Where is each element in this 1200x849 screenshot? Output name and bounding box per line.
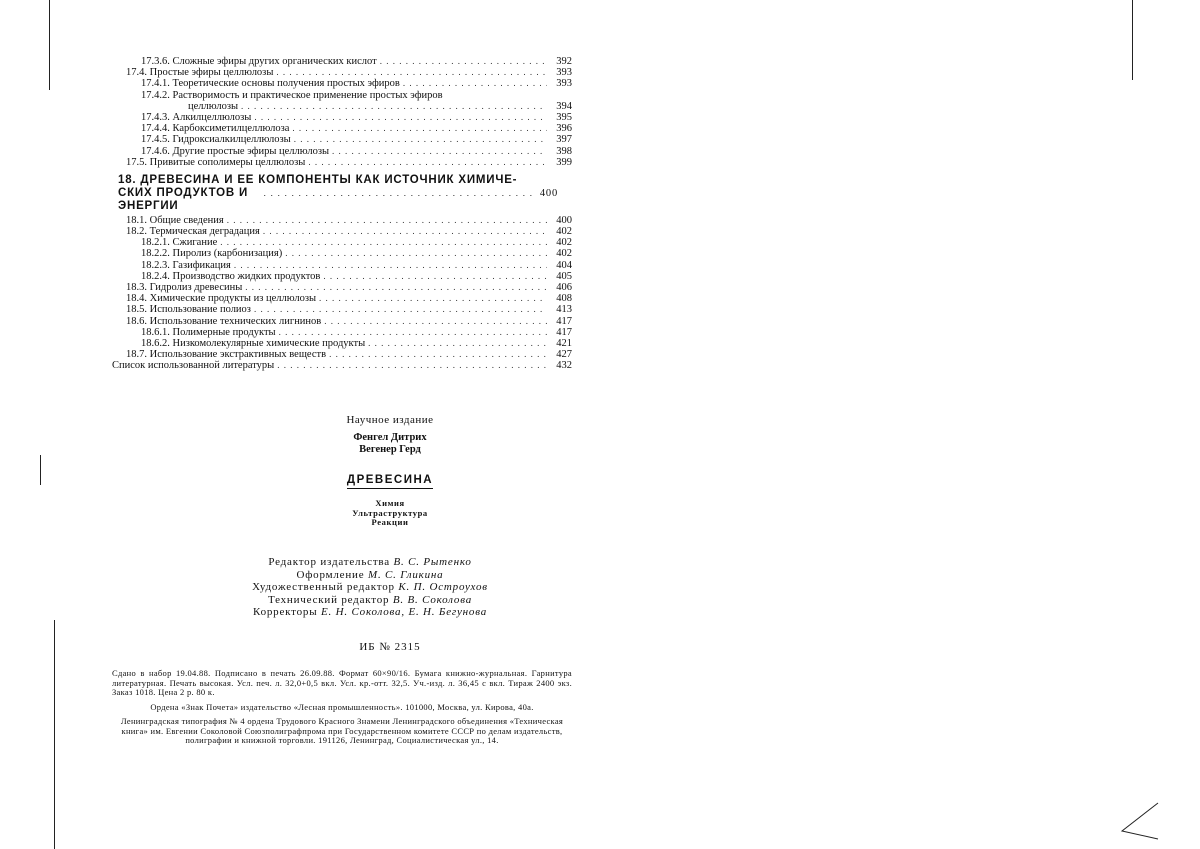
toc-entry: [112, 304, 572, 315]
toc-page-number: 402: [556, 237, 572, 249]
toc-entry-label: 17.4.6. Другие простые эфиры целлюлозы: [141, 145, 330, 157]
left-edge-shadow: [54, 620, 55, 849]
editorial-credits: [160, 556, 580, 619]
credit-line: [160, 556, 580, 569]
toc-entry-label: 18.4. Химические продукты из целлюлозы: [126, 293, 317, 305]
toc-entry-label: 18.5. Использование полиоз: [126, 304, 251, 316]
toc-entry-label: 17.3.6. Сложные эфиры других органических кислот: [141, 56, 377, 67]
toc-entry: [112, 67, 572, 78]
credit-role: Корректоры: [252, 606, 318, 618]
subtitle-line: Химия: [375, 498, 405, 508]
leader-dots: [234, 260, 547, 271]
toc-entry-label: Список использованной литературы: [112, 360, 275, 372]
credit-name: М. С. Гликина: [367, 568, 444, 581]
toc-entry-label: 17.5. Привитые сополимеры целлюлозы: [126, 156, 306, 168]
credit-line: [160, 594, 580, 607]
toc-entry-label: 18.2.2. Пиролиз (карбонизация): [141, 248, 283, 260]
toc-entry: [112, 157, 572, 168]
toc-entry: [112, 260, 572, 271]
leader-dots: [254, 112, 547, 123]
leader-dots: [324, 316, 547, 327]
print-info: Сдано в набор 19.04.88. Подписано в печать 26.09.88. Формат 60×90/16. Бумага книжно-журнальная. Гарнитура литературная. Печать высокая. Усл. печ. л. 32,0+0,5 вкл. Усл. кр.-отт. 32,5. Уч.-изд. л. 36,45 с вкл. Тираж 2400 экз. Заказ 1018. Цена 2 р. 80 к.: [112, 668, 572, 697]
toc-entry: [112, 282, 572, 293]
leader-dots: [254, 304, 547, 315]
toc-page-number: 408: [556, 293, 572, 305]
leader-dots: [276, 67, 547, 78]
leader-dots: [277, 360, 547, 371]
leader-dots: [323, 271, 547, 282]
credit-name: Е. Н. Соколова, Е. Н. Бегунова: [320, 606, 488, 618]
subtitle-line: Ультраструктура: [352, 507, 428, 518]
book-title-text: ДРЕВЕСИНА: [347, 474, 433, 489]
toc-entry-label: 17.4.4. Карбоксиметилцеллюлоза: [141, 123, 290, 135]
leader-dots: [319, 293, 547, 304]
toc-entry: [112, 134, 572, 145]
toc-page-number: 393: [556, 67, 572, 79]
toc-entry: [112, 112, 572, 123]
toc-entry-label: 18.6.2. Низкомолекулярные химические продукты: [141, 337, 366, 349]
leader-dots: [220, 237, 547, 248]
toc-page-number: 392: [556, 56, 572, 67]
leader-dots: [264, 187, 533, 200]
toc-page-number: 417: [556, 326, 572, 338]
toc-page-number: 417: [556, 315, 572, 327]
right-edge-shadow: [1132, 0, 1133, 80]
toc-page-number: 405: [556, 270, 572, 282]
toc-page-number: 402: [556, 248, 572, 260]
credit-role: Технический редактор: [267, 593, 390, 606]
credit-line: [160, 606, 580, 619]
toc-entry-label: 18.1. Общие сведения: [126, 214, 224, 226]
toc-page-number: 432: [556, 360, 572, 372]
toc-entry-label: целлюлозы: [188, 100, 239, 112]
left-edge-shadow: [40, 455, 41, 485]
credit-line: [160, 569, 580, 582]
leader-dots: [241, 101, 547, 112]
toc-section-17: [112, 56, 572, 168]
author-name: Вегенер Герд: [359, 444, 421, 455]
toc-entry-label: 17.4.5. Гидроксиалкилцеллюлозы: [141, 134, 291, 146]
toc-entry: [112, 327, 572, 338]
toc-entry: [112, 215, 572, 226]
chapter-heading-line2: СКИХ ПРОДУКТОВ И ЭНЕРГИИ: [118, 186, 249, 212]
edition-type: Научное издание: [346, 414, 434, 426]
toc-entry: [112, 248, 572, 259]
toc-entry: [112, 78, 572, 89]
toc-page-number: 404: [556, 259, 572, 271]
toc-page-number: 427: [556, 349, 572, 361]
credit-role: Художественный редактор: [252, 581, 395, 593]
toc-page-number: 397: [556, 134, 572, 146]
ib-number: ИБ № 2315: [359, 641, 421, 653]
leader-dots: [368, 338, 547, 349]
toc-entry-label: 17.4.3. Алкилцеллюлозы: [141, 111, 252, 123]
leader-dots: [227, 215, 547, 226]
credit-name: В. В. Соколова: [392, 593, 473, 606]
toc-entry-label: 18.7. Использование экстрактивных веществ: [126, 349, 327, 361]
imprint-block: [112, 669, 572, 751]
toc-page-number: 421: [556, 337, 572, 349]
chapter-heading-line1: 18. ДРЕВЕСИНА И ЕЕ КОМПОНЕНТЫ КАК ИСТОЧНИК ХИМИЧЕ-: [118, 173, 518, 186]
toc-entry-label: 18.2. Термическая деградация: [126, 226, 260, 238]
toc-entry-label: 18.2.4. Производство жидких продуктов: [141, 270, 321, 282]
toc-entry: [112, 349, 572, 360]
toc-page-number: 398: [556, 145, 572, 157]
left-edge-shadow: [49, 0, 50, 90]
toc-entry: [112, 338, 572, 349]
toc-page-number: 395: [556, 111, 572, 123]
subtitle-line: Реакции: [371, 517, 409, 527]
toc-entry-label: 18.3. Гидролиз древесины: [126, 282, 243, 293]
toc-entry: [112, 293, 572, 304]
toc-page-number: 400: [556, 214, 572, 226]
publisher-info: Ордена «Знак Почета» издательство «Лесная промышленность». 101000, Москва, ул. Кирова, 40а.: [150, 701, 534, 712]
toc-entry-label: 18.2.3. Газификация: [141, 259, 231, 271]
chapter-page-number: 400: [539, 187, 558, 199]
toc-entry-label: 17.4.1. Теоретические основы получения простых эфиров: [141, 78, 400, 90]
toc-entry-label: 18.2.1. Сжигание: [141, 237, 218, 249]
leader-dots: [285, 248, 547, 259]
toc-entry: [112, 360, 572, 371]
toc-page-number: 393: [556, 78, 572, 90]
toc-entry: [112, 56, 572, 67]
leader-dots: [380, 56, 547, 67]
leader-dots: [279, 327, 547, 338]
toc-entry: [112, 226, 572, 237]
toc-entry: [112, 123, 572, 134]
leader-dots: [332, 146, 547, 157]
toc-entry: [112, 101, 572, 112]
toc-entry: [112, 90, 572, 101]
corner-mark-icon: [1120, 801, 1160, 841]
toc-entry-label: 18.6. Использование технических лигнинов: [126, 315, 322, 327]
book-subtitle: [100, 499, 680, 528]
toc-entry-label: 17.4. Простые эфиры целлюлозы: [126, 67, 274, 79]
toc-page-number: 402: [556, 226, 572, 238]
toc-entry-label: 18.6.1. Полимерные продукты: [141, 326, 276, 338]
leader-dots: [329, 349, 547, 360]
credit-line: [160, 581, 580, 594]
leader-dots: [245, 282, 547, 293]
credit-role: Оформление: [296, 568, 365, 581]
leader-dots: [294, 134, 547, 145]
leader-dots: [403, 78, 547, 89]
chapter-18-heading: [118, 174, 558, 213]
toc-page-number: 399: [556, 156, 572, 168]
leader-dots: [263, 226, 547, 237]
leader-dots: [292, 123, 547, 134]
toc-entry: [112, 237, 572, 248]
toc-entry: [112, 316, 572, 327]
toc-page-number: 413: [556, 304, 572, 316]
toc-section-18: [112, 215, 572, 372]
table-of-contents: [112, 56, 572, 372]
toc-page-number: 406: [556, 282, 572, 293]
toc-entry: [112, 146, 572, 157]
credit-name: К. П. Остроухов: [398, 581, 488, 593]
book-title: [100, 474, 680, 486]
leader-dots: [308, 157, 547, 168]
printer-info: Ленинградская типография № 4 ордена Трудового Красного Знамени Ленинградского объединения «Техническая книга» им. Евгении Соколовой Союзполиграфпрома при Государственном комитете СССР по делам издательств, полиграфии и книжной торговли. 191126, Ленинград, Социалистическая ул., 14.: [120, 716, 564, 745]
toc-entry-label: 17.4.2. Растворимость и практическое применение простых эфиров: [141, 89, 443, 101]
author-name: Фенгел Дитрих: [353, 432, 427, 443]
credit-name: В. С. Рытенко: [393, 556, 472, 568]
authors: [100, 432, 680, 456]
toc-page-number: 396: [556, 123, 572, 135]
toc-page-number: 394: [556, 100, 572, 112]
toc-entry: [112, 271, 572, 282]
credit-role: Редактор издательства: [268, 556, 390, 568]
